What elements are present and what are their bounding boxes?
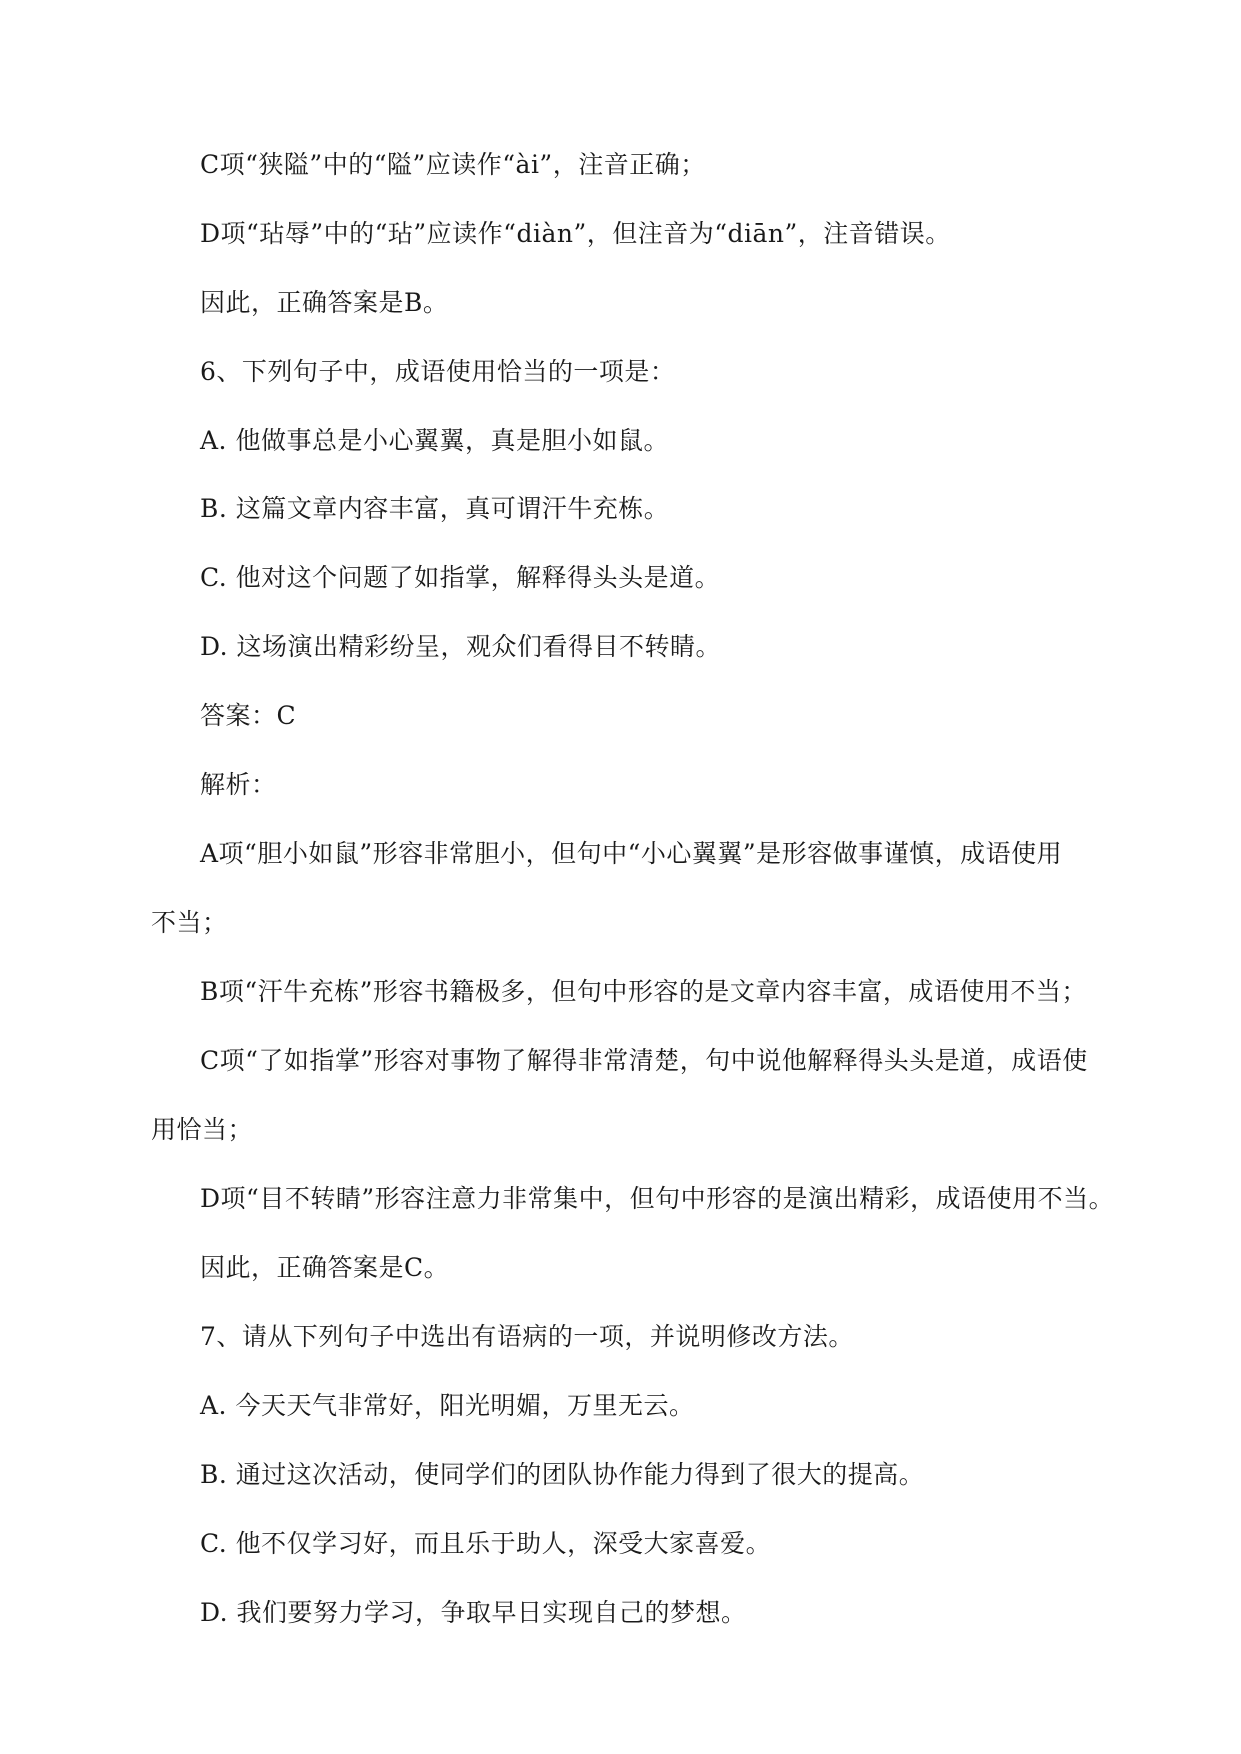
analysis-6b: B项“汗牛充栋”形容书籍极多，但句中形容的是文章内容丰富，成语使用不当； [200, 977, 1087, 1006]
question-6: 6、下列句子中，成语使用恰当的一项是： [200, 357, 676, 386]
option-7a: A. 今天天气非常好，阳光明媚，万里无云。 [200, 1391, 695, 1420]
option-6a: A. 他做事总是小心翼翼，真是胆小如鼠。 [200, 426, 669, 455]
answer-6: 答案：C [200, 701, 297, 730]
analysis-6c: C项“了如指掌”形容对事物了解得非常清楚，句中说他解释得头头是道，成语使 [200, 1046, 1088, 1075]
conclusion-6: 因此，正确答案是C。 [200, 1253, 450, 1282]
option-6b: B. 这篇文章内容丰富，真可谓汗牛充栋。 [200, 494, 670, 523]
analysis-6a: A项“胆小如鼠”形容非常胆小，但句中“小心翼翼”是形容做事谨慎，成语使用 [200, 839, 1063, 868]
explanation-c-prev: C项“狭隘”中的“隘”应读作“ài”，注音正确； [200, 150, 706, 179]
option-7b: B. 通过这次活动，使同学们的团队协作能力得到了很大的提高。 [200, 1460, 925, 1489]
question-7: 7、请从下列句子中选出有语病的一项，并说明修改方法。 [200, 1322, 854, 1351]
option-6c: C. 他对这个问题了如指掌，解释得头头是道。 [200, 563, 721, 592]
option-7d: D. 我们要努力学习，争取早日实现自己的梦想。 [200, 1598, 747, 1627]
analysis-6d: D项“目不转睛”形容注意力非常集中，但句中形容的是演出精彩，成语使用不当。 [200, 1184, 1115, 1213]
analysis-6a-cont: 不当； [151, 908, 228, 937]
analysis-heading-6: 解析： [200, 770, 277, 799]
option-7c: C. 他不仅学习好，而且乐于助人，深受大家喜爱。 [200, 1529, 772, 1558]
explanation-d-prev: D项“玷辱”中的“玷”应读作“diàn”，但注音为“diān”，注音错误。 [200, 219, 951, 248]
option-6d: D. 这场演出精彩纷呈，观众们看得目不转睛。 [200, 632, 722, 661]
conclusion-prev: 因此，正确答案是B。 [200, 288, 449, 317]
analysis-6c-cont: 用恰当； [151, 1115, 254, 1144]
